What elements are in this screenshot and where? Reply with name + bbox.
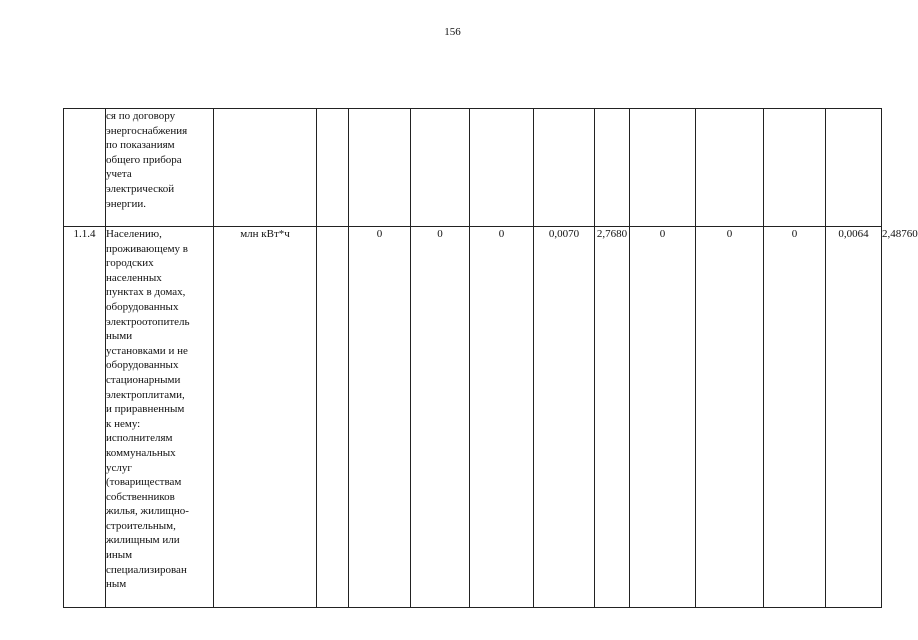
table-row: 1.1.4 Населению, проживающему в городских населенных пунктах в домах, оборудованных электроотопитель ными установками и не оборудованных стационарными электроплитами, и приравненным к нему: исполнителям коммунальных услуг (товариществам собственников жилья, жилищно- строительным, жилищным или иным специализирован ным млн кВт*ч 0 0 0 0,0070 2,7680 0 0 0 0,0064 2,48760 (64, 227, 882, 608)
desc-line: строительным, (106, 519, 176, 532)
value-cell (349, 109, 411, 227)
desc-line: собственников (106, 490, 175, 503)
desc-line: пунктах в домах, (106, 286, 186, 299)
desc-line: к нему: (106, 417, 141, 430)
value-cell: 0 (696, 227, 764, 608)
value-cell: 0 (349, 227, 411, 608)
desc-line: услуг (106, 461, 132, 474)
desc-line: жилищным или (106, 534, 180, 547)
desc-line: жилья, жилищно- (106, 505, 189, 518)
value-cell (630, 109, 696, 227)
data-table (63, 108, 918, 608)
unit-cell: млн кВт*ч (214, 227, 317, 608)
desc-line: специализирован (106, 563, 187, 576)
desc-line: по показаниям (106, 139, 175, 152)
value-cell: 0 (630, 227, 696, 608)
value-cell (317, 227, 349, 608)
desc-line: и приравненным (106, 403, 185, 416)
value-cell (826, 109, 882, 227)
desc-line: ся по договору (106, 110, 176, 122)
desc-line: коммунальных (106, 446, 176, 459)
desc-line: проживающему в (106, 242, 189, 255)
desc-line: ным (106, 578, 127, 591)
desc-line: городских (106, 257, 154, 270)
desc-line: учета (106, 168, 132, 181)
desc-line: энергии. (106, 197, 147, 210)
desc-line: Населению, (106, 228, 162, 240)
desc-line: ными (106, 330, 133, 343)
desc-line: иным (106, 549, 133, 562)
desc-line: населенных (106, 271, 162, 284)
value-cell (764, 109, 826, 227)
value-cell (317, 109, 349, 227)
description-cell (106, 109, 214, 227)
continuation-row (64, 109, 882, 227)
desc-line: энергоснабжения (106, 124, 188, 137)
page-number: 156 (444, 26, 461, 38)
description-cell (106, 227, 214, 608)
desc-line: оборудованных (106, 359, 179, 372)
value-cell: 0 (764, 227, 826, 608)
desc-line: (товариществам (106, 476, 182, 489)
desc-line: общего прибора (106, 153, 182, 166)
desc-line: стационарными (106, 373, 181, 386)
value-cell (534, 109, 595, 227)
value-cell: 0 (470, 227, 534, 608)
value-cell: 0,0070 (534, 227, 595, 608)
value-cell (411, 109, 470, 227)
desc-line: исполнителям (106, 432, 173, 445)
desc-line: установками и не (106, 344, 188, 357)
desc-line: электроотопитель (106, 315, 190, 328)
desc-line: электрической (106, 182, 175, 195)
desc-line: оборудованных (106, 300, 179, 313)
value-cell (696, 109, 764, 227)
value-cell: 0,0064 (826, 227, 882, 608)
value-cell (470, 109, 534, 227)
unit-cell (214, 109, 317, 227)
value-cell: 2,7680 (595, 227, 630, 608)
value-cell (595, 109, 630, 227)
value-cell: 0 (411, 227, 470, 608)
number-cell (64, 109, 106, 227)
row-number: 1.1.4 (64, 227, 106, 608)
desc-line: электроплитами, (106, 388, 185, 401)
